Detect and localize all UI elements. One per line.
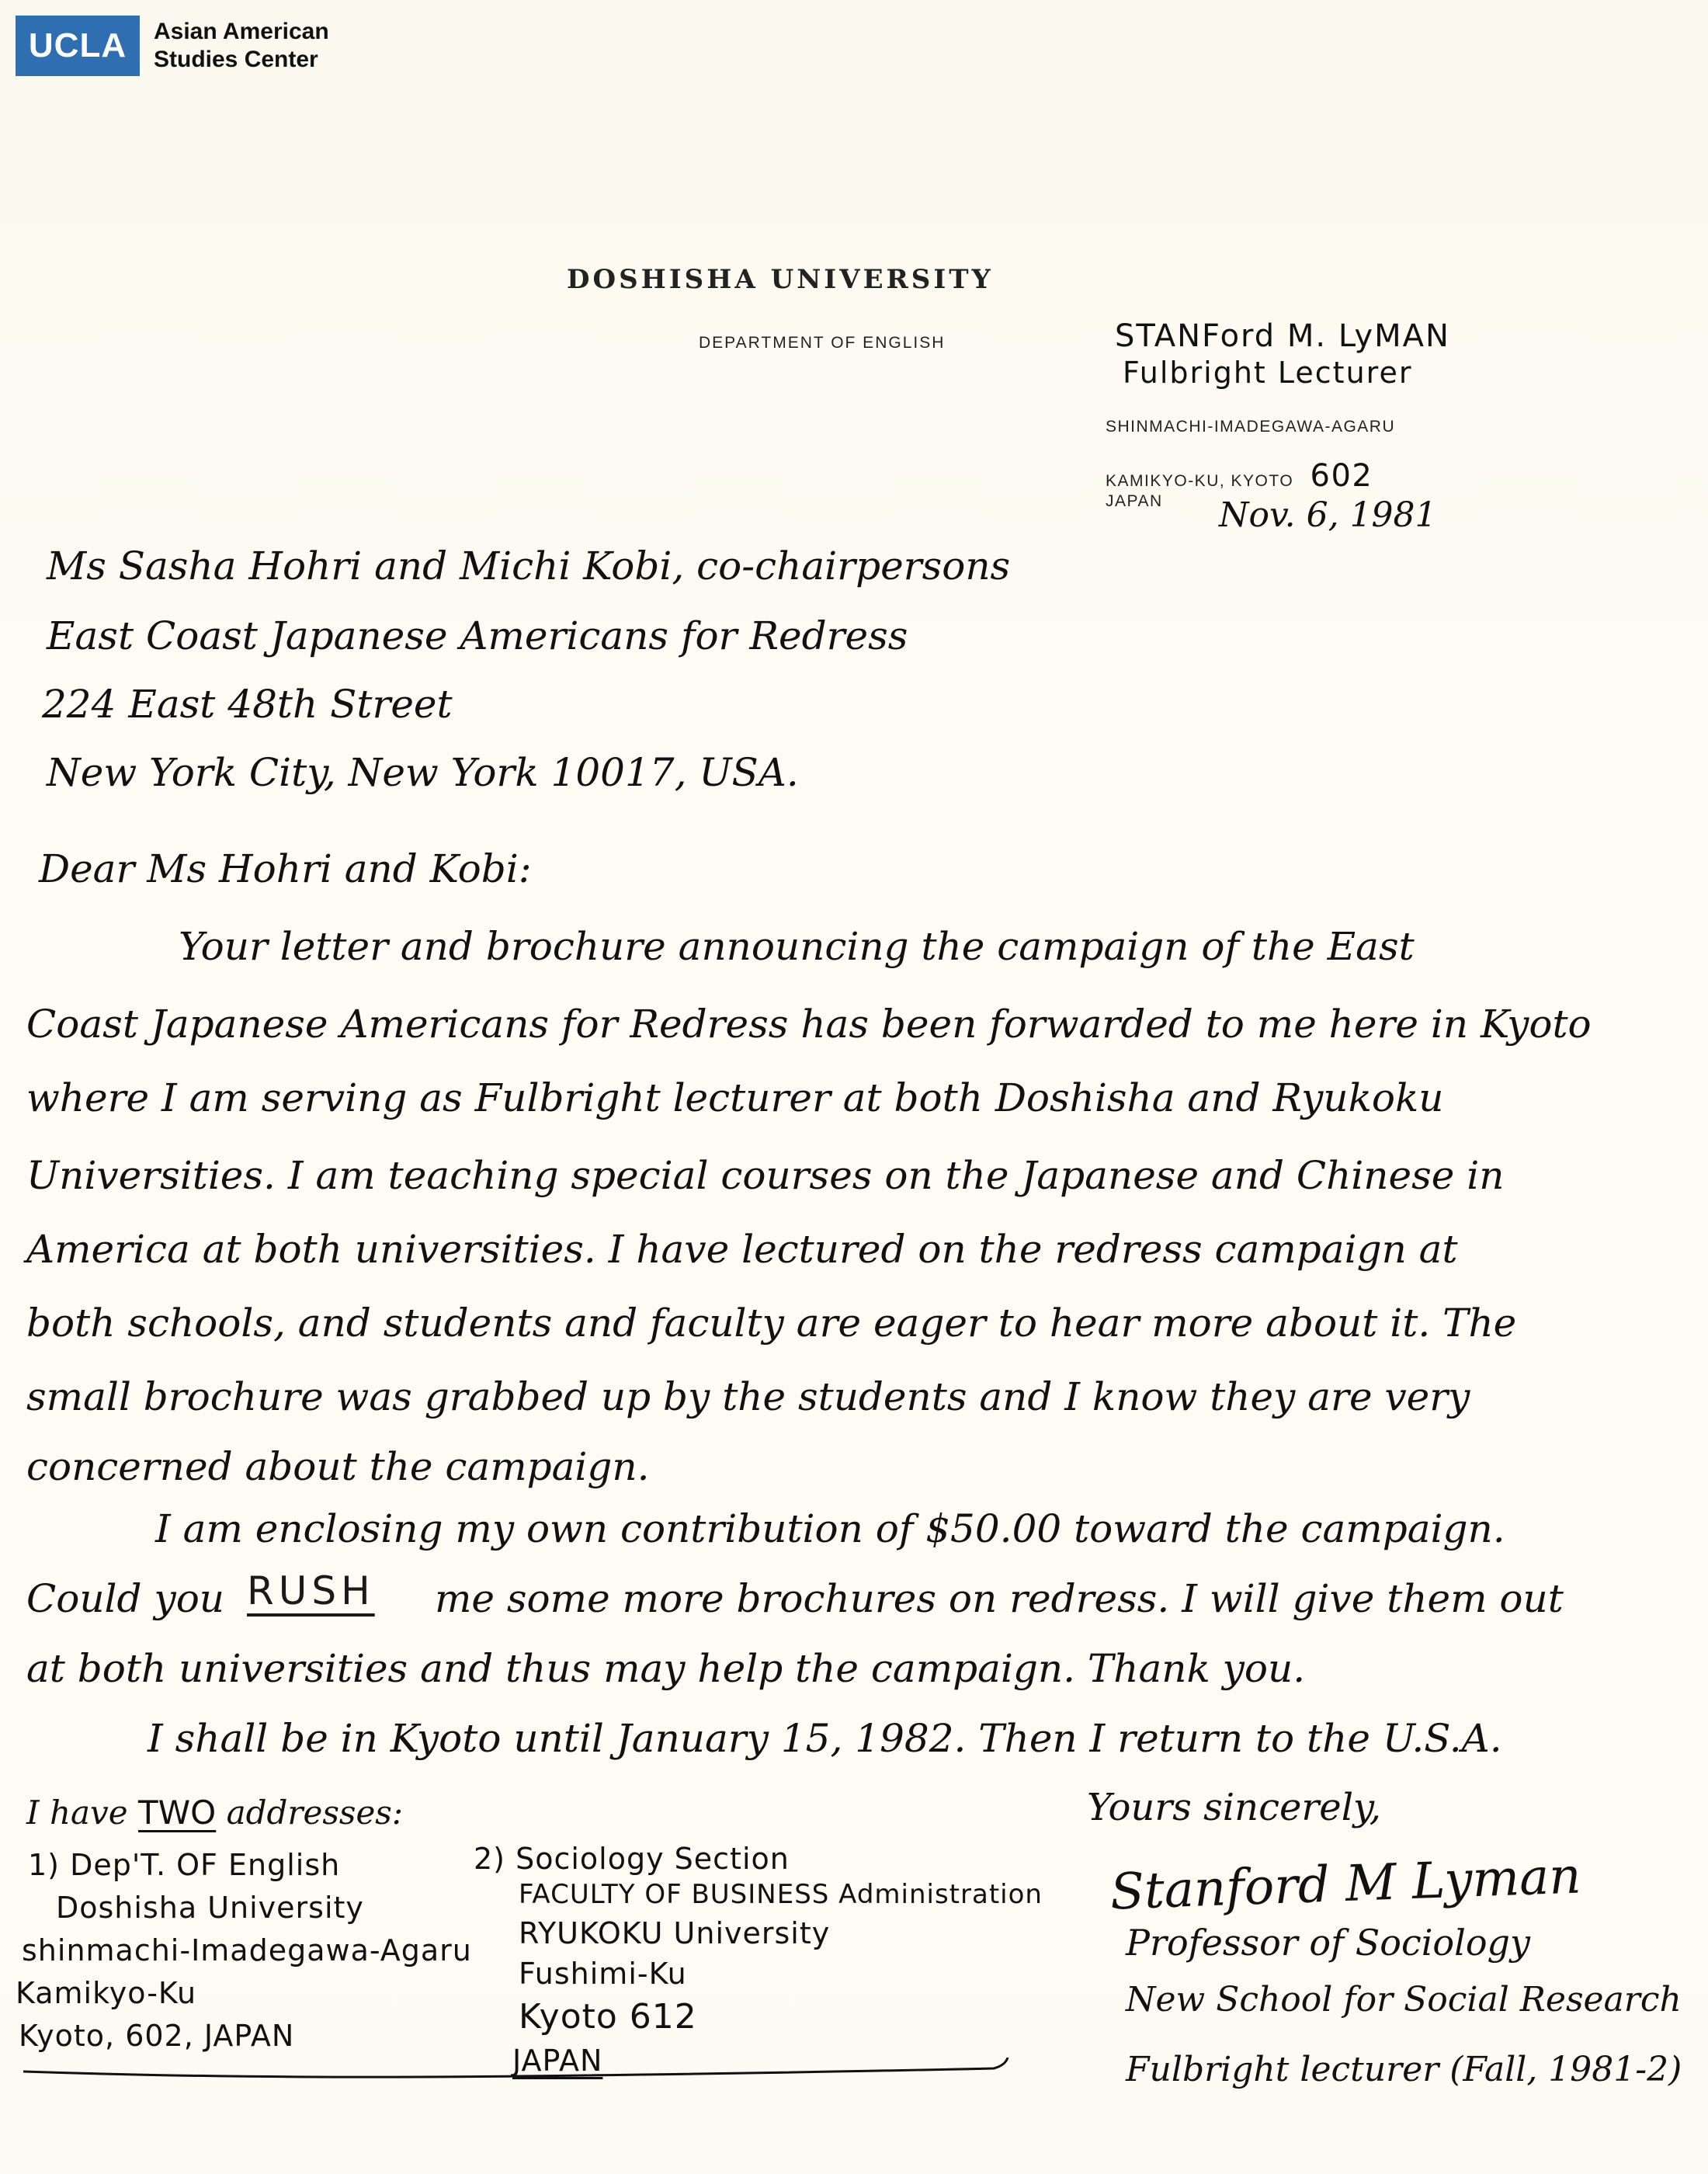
address2-line6: JAPAN bbox=[512, 2044, 603, 2078]
body-line: I am enclosing my own contribution of $50.00 toward the campaign. bbox=[155, 1506, 1505, 1551]
letterhead-address2-text: KAMIKYO-KU, KYOTO bbox=[1106, 472, 1294, 490]
closing-title1: Professor of Sociology bbox=[1126, 1922, 1530, 1964]
logo-abbr: UCLA bbox=[16, 16, 140, 76]
recipient-line3: 224 East 48th Street bbox=[42, 682, 453, 727]
addresses-intro bbox=[26, 1794, 403, 1832]
address2-line1: 2) Sociology Section bbox=[474, 1842, 790, 1876]
letterhead-address2 bbox=[1106, 458, 1373, 494]
logo-line2: Studies Center bbox=[154, 47, 318, 72]
address2-line4: Fushimi-Ku bbox=[519, 1957, 687, 1991]
signature: Stanford M Lyman bbox=[1109, 1847, 1582, 1922]
logo-text bbox=[154, 18, 329, 74]
body-line: Coast Japanese Americans for Redress has been forwarded to me here in Kyoto bbox=[26, 1002, 1592, 1047]
body-line: Your letter and brochure announcing the campaign of the East bbox=[179, 924, 1415, 969]
recipient-line1: Ms Sasha Hohri and Michi Kobi, co-chairpersons bbox=[47, 544, 1011, 589]
body-line: both schools, and students and faculty are eager to hear more about it. The bbox=[26, 1301, 1517, 1346]
letterhead-university: DOSHISHA UNIVERSITY bbox=[567, 264, 994, 295]
addresses-intro-two: TWO bbox=[137, 1794, 217, 1832]
body-line: at both universities and thus may help the campaign. Thank you. bbox=[26, 1646, 1306, 1691]
body-line: America at both universities. I have lectured on the redress campaign at bbox=[26, 1227, 1458, 1272]
body-line: me some more brochures on redress. I will give them out bbox=[435, 1576, 1564, 1621]
bracket-stroke bbox=[23, 2058, 1009, 2089]
addresses-intro-b: addresses: bbox=[226, 1794, 404, 1832]
ucla-logo bbox=[16, 16, 329, 76]
letterhead-postal: 602 bbox=[1310, 458, 1373, 494]
address2-line3: RYUKOKU University bbox=[519, 1916, 831, 1950]
address2-line5: Kyoto 612 bbox=[519, 1997, 697, 2037]
address1-line1: 1) Dep'T. OF English bbox=[28, 1848, 341, 1882]
letterhead-department: DEPARTMENT OF ENGLISH bbox=[699, 334, 946, 352]
salutation: Dear Ms Hohri and Kobi: bbox=[39, 846, 532, 891]
letterhead-country: JAPAN bbox=[1106, 492, 1163, 510]
body-line: where I am serving as Fulbright lecturer at both Doshisha and Ryukoku bbox=[26, 1075, 1444, 1120]
letterhead-author-title: Fulbright Lecturer bbox=[1123, 356, 1413, 390]
body-line: small brochure was grabbed up by the students and I know they are very bbox=[26, 1374, 1470, 1419]
letter-date: Nov. 6, 1981 bbox=[1219, 495, 1437, 535]
valediction: Yours sincerely, bbox=[1087, 1786, 1382, 1829]
addresses-intro-a: I have bbox=[26, 1794, 128, 1832]
recipient-line2: East Coast Japanese Americans for Redress bbox=[47, 613, 908, 658]
closing-title2: New School for Social Research bbox=[1126, 1980, 1682, 2019]
address1-line4: Kamikyo-Ku bbox=[16, 1976, 197, 2010]
recipient-line4: New York City, New York 10017, USA. bbox=[47, 750, 799, 795]
address2-line2: FACULTY OF BUSINESS Administration bbox=[519, 1879, 1043, 1910]
logo-line1: Asian American bbox=[154, 19, 329, 44]
body-line: I shall be in Kyoto until January 15, 1982. Then I return to the U.S.A. bbox=[148, 1716, 1502, 1761]
closing-title3: Fulbright lecturer (Fall, 1981-2) bbox=[1126, 2050, 1682, 2089]
letterhead-author: STANFord M. LyMAN bbox=[1115, 318, 1450, 354]
body-line: Universities. I am teaching special courses on the Japanese and Chinese in bbox=[26, 1153, 1505, 1198]
rush-underlined: RUSH bbox=[247, 1568, 375, 1613]
address1-line2: Doshisha University bbox=[56, 1891, 364, 1925]
address1-line5: Kyoto, 602, JAPAN bbox=[19, 2019, 295, 2053]
address1-line3: shinmachi-Imadegawa-Agaru bbox=[22, 1933, 472, 1967]
body-line: Could you bbox=[26, 1576, 225, 1621]
letterhead-address1: SHINMACHI-IMADEGAWA-AGARU bbox=[1106, 418, 1396, 436]
body-line: concerned about the campaign. bbox=[26, 1444, 650, 1489]
